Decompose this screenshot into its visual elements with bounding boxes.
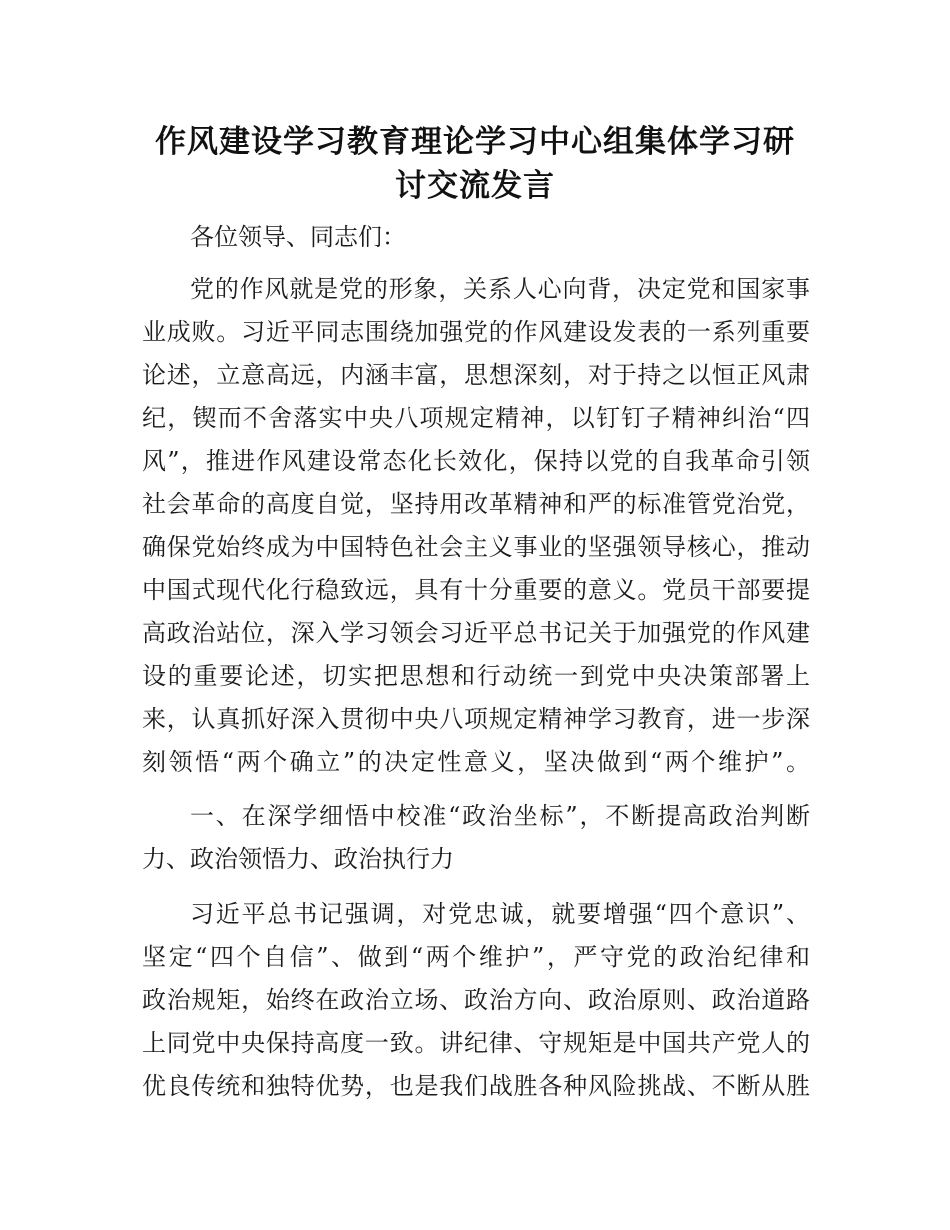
paragraph-1-line: 设的重要论述，切实把思想和行动统一到党中央决策部署上 (142, 662, 810, 690)
paragraph-2-line: 政治规矩，始终在政治立场、政治方向、政治原则、政治道路 (142, 986, 810, 1014)
paragraph-1-line: 纪，锲而不舍落实中央八项规定精神，以钉钉子精神纠治“四 (142, 404, 810, 432)
paragraph-1-line: 风”，推进作风建设常态化长效化，保持以党的自我革命引领 (142, 447, 810, 475)
paragraph-2-line: 习近平总书记强调，对党忠诚，就要增强“四个意识”、 (190, 900, 810, 928)
document-title-line-2: 讨交流发言 (395, 168, 555, 204)
paragraph-2-line: 优良传统和独特优势，也是我们战胜各种风险挑战、不断从胜 (142, 1072, 810, 1100)
paragraph-1-line: 论述，立意高远，内涵丰富，思想深刻，对于持之以恒正风肃 (142, 361, 810, 389)
greeting: 各位领导、同志们： (190, 223, 406, 251)
paragraph-2-line: 上同党中央保持高度一致。讲纪律、守规矩是中国共产党人的 (142, 1029, 810, 1057)
paragraph-2-line: 坚定“四个自信”、做到“两个维护”，严守党的政治纪律和 (142, 943, 810, 971)
paragraph-1-line: 高政治站位，深入学习领会习近平总书记关于加强党的作风建 (142, 619, 810, 647)
paragraph-1-line: 党的作风就是党的形象，关系人心向背，决定党和国家事 (190, 275, 810, 303)
document-title-line-1: 作风建设学习教育理论学习中心组集体学习研 (155, 124, 795, 160)
section-1-heading-line: 力、政治领悟力、政治执行力 (142, 845, 454, 873)
paragraph-1-line: 确保党始终成为中国特色社会主义事业的坚强领导核心，推动 (142, 533, 810, 561)
paragraph-1-line: 业成败。习近平同志围绕加强党的作风建设发表的一系列重要 (142, 318, 810, 346)
paragraph-1-line: 来，认真抓好深入贯彻中央八项规定精神学习教育，进一步深 (142, 705, 810, 733)
paragraph-1-line: 中国式现代化行稳致远，具有十分重要的意义。党员干部要提 (142, 576, 810, 604)
paragraph-1-line: 社会革命的高度自觉，坚持用改革精神和严的标准管党治党， (142, 490, 810, 518)
paragraph-1-line: 刻领悟“两个确立”的决定性意义，坚决做到“两个维护”。 (142, 748, 810, 776)
section-1-heading-line: 一、在深学细悟中校准“政治坐标”，不断提高政治判断 (190, 802, 810, 830)
